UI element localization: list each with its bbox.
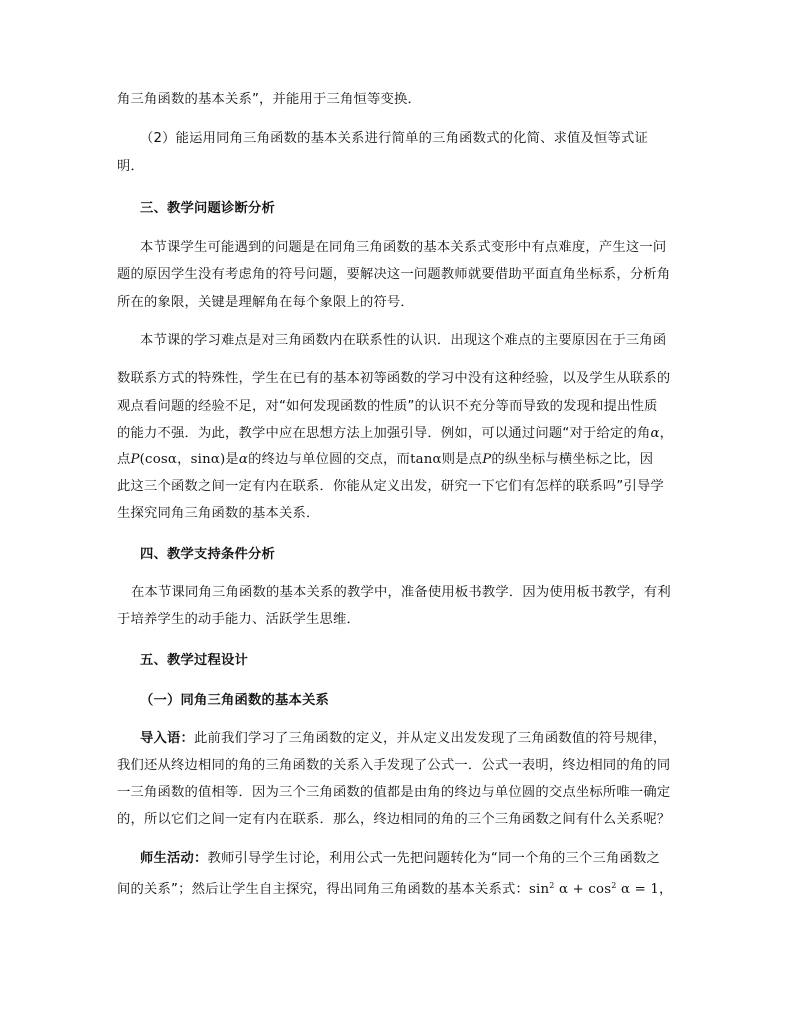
- formula-part: 2: [611, 881, 617, 890]
- paragraph-line: 观点看问题的经验不足，对“如何发现函数的性质”的认识不充分等而导致的发现和提出性质: [117, 399, 658, 414]
- paragraph-line: 在本节课同角三角函数的基本关系的教学中，准备使用板书教学．因为使用板书教学，有利: [131, 585, 671, 600]
- paragraph-line: 一三角函数的值相等．因为三个三角函数的值都是由角的终边与单位圆的交点坐标所唯一确定: [117, 785, 671, 800]
- math-alpha: α: [238, 452, 249, 467]
- math-point-p: P: [130, 452, 140, 467]
- paragraph-line: 角三角函数的基本关系”，并能用于三角恒等变换．: [117, 92, 422, 107]
- paragraph-line: 题的原因学生没有考虑角的符号问题，要解决这一问题教师就要借助平面直角坐标系，分析角: [117, 267, 671, 282]
- section-heading: 三、教学问题诊断分析: [140, 201, 275, 216]
- formula-pythagorean: [529, 882, 659, 897]
- math-tan: tanα: [410, 452, 442, 467]
- section-heading: 五、教学过程设计: [140, 653, 248, 668]
- paragraph-line: 本节课的学习难点是对三角函数内在联系性的认识．出现这个难点的主要原因在于三角函: [140, 333, 667, 348]
- formula-part: α = 1: [616, 882, 659, 897]
- paragraph-line: 生探究同角三角函数的基本关系．: [117, 506, 320, 521]
- paragraph-line: （2）能运用同角三角函数的基本关系进行简单的三角函数式的化简、求值及恒等式证: [140, 131, 649, 146]
- paragraph-line: 的，所以它们之间一定有内在联系．那么，终边相同的角的三个三角函数之间有什么关系呢？: [117, 812, 671, 827]
- text-run: 点: [117, 452, 131, 467]
- text-run: ，: [659, 882, 673, 897]
- paragraph-line: 我们还从终边相同的角的三角函数的关系入手发现了公式一．公式一表明，终边相同的角的同: [117, 758, 671, 773]
- paragraph-line: 此这三个函数之间一定有内在联系．你能从定义出发，研究一下它们有怎样的联系吗”引导学: [117, 479, 664, 494]
- subsection-heading: （一）同角三角函数的基本关系: [140, 693, 329, 708]
- paragraph-line: [140, 730, 666, 748]
- text-run: 的终边与单位圆的交点，而: [248, 452, 411, 467]
- math-point-p: P: [482, 452, 492, 467]
- text-run: 教师引导学生讨论，利用公式一先把问题转化为“同一个角的三个三角函数之: [207, 851, 660, 866]
- paragraph-line: 所在的象限，关键是理解角在每个象限上的符号．: [117, 295, 414, 310]
- math-coords: (cosα，sinα): [139, 452, 226, 467]
- paragraph-line: 本节课学生可能遇到的问题是在同角三角函数的基本关系式变形中有点难度，产生这一问: [140, 240, 667, 255]
- formula-part: 2: [549, 881, 555, 890]
- paragraph-line: [117, 425, 673, 443]
- label-activity: 师生活动：: [140, 851, 208, 866]
- label-intro: 导入语：: [140, 731, 194, 746]
- text-run: 的能力不强．为此，教学中应在思想方法上加强引导．例如，可以通过问题“对于给定的角: [117, 426, 651, 441]
- text-run: ，: [659, 426, 674, 441]
- paragraph-line: [117, 451, 653, 469]
- section-heading: 四、教学支持条件分析: [140, 547, 275, 562]
- text-run: 间的关系”；然后让学生自主探究，得出同角三角函数的基本关系式：: [117, 882, 529, 897]
- paragraph-line: 数联系方式的特殊性，学生在已有的基本初等函数的学习中没有这种经验，以及学生从联系的: [117, 371, 671, 386]
- text-run: 此前我们学习了三角函数的定义，并从定义出发发现了三角函数值的符号规律，: [194, 731, 667, 746]
- formula-part: α + cos: [554, 882, 612, 897]
- math-alpha: α: [650, 426, 660, 441]
- paragraph-line: [117, 877, 673, 899]
- text-run: 是: [225, 452, 239, 467]
- formula-part: sin: [529, 882, 550, 897]
- paragraph-line: [140, 850, 660, 868]
- text-run: 则是点: [441, 452, 483, 467]
- paragraph-line: 于培养学生的动手能力、活跃学生思维．: [117, 612, 360, 627]
- text-run: 的纵坐标与横坐标之比，因: [491, 452, 654, 467]
- paragraph-line: 明．: [117, 159, 144, 174]
